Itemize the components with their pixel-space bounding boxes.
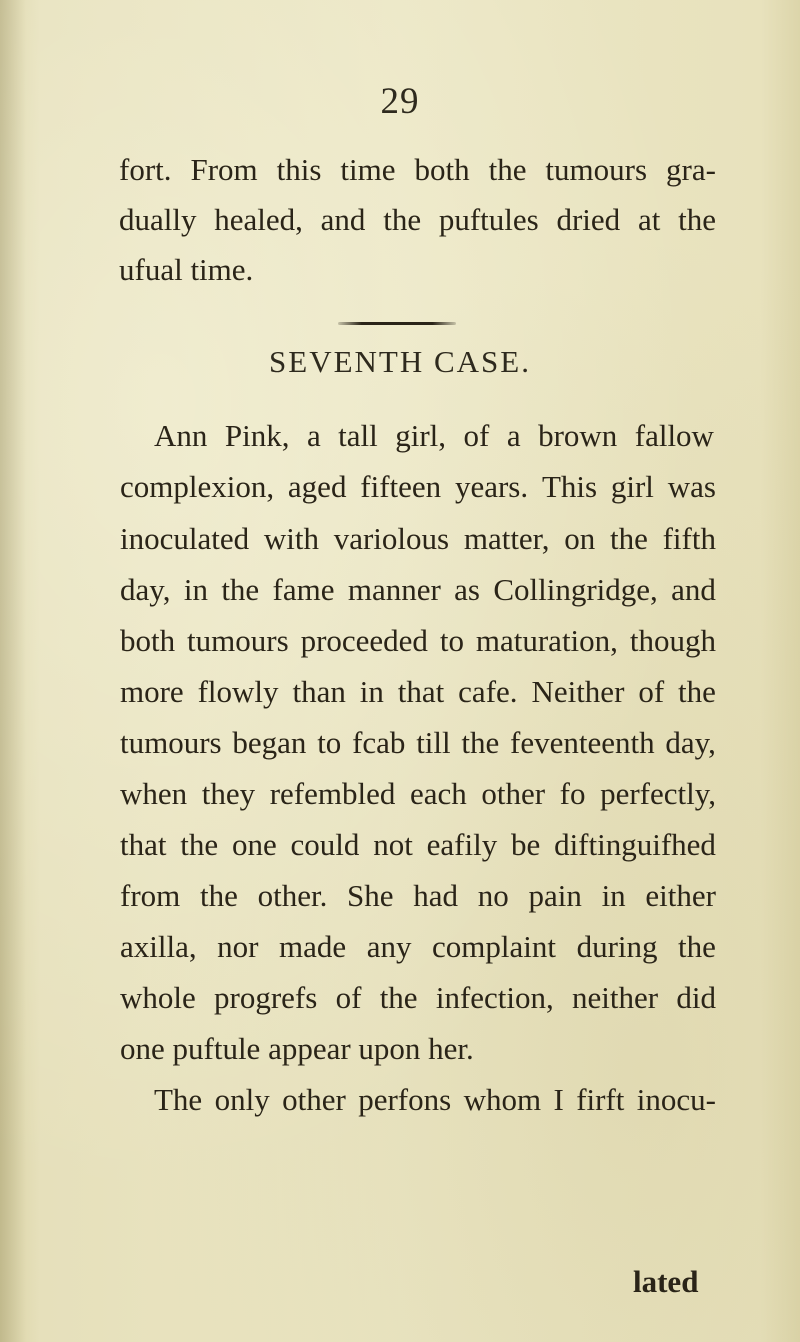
text-line [120, 469, 716, 505]
word: girl, [395, 418, 447, 453]
text-line [119, 152, 716, 188]
word: girl [610, 469, 654, 504]
word: firft [576, 1082, 625, 1117]
word: other [481, 776, 546, 811]
word: gra- [666, 152, 716, 187]
word: not [373, 827, 413, 862]
word: tall [338, 418, 378, 453]
text-line: ufual time. [119, 252, 254, 287]
section-heading: SEVENTH CASE. [269, 344, 531, 379]
text-line [154, 418, 714, 454]
word: that [397, 674, 445, 709]
word: inocu- [636, 1082, 716, 1117]
word: both [120, 623, 176, 658]
word: was [667, 469, 716, 504]
word: day, [120, 572, 171, 607]
word: till [416, 725, 451, 760]
word: fort. [119, 152, 172, 187]
word: the [199, 878, 238, 913]
word: tumours [120, 725, 222, 760]
word: the [383, 202, 422, 237]
word: feventeenth [510, 725, 655, 760]
word: did [676, 980, 716, 1015]
word: Neither [531, 674, 625, 709]
word: maturation, [475, 623, 618, 658]
word: Pink, [224, 418, 290, 453]
word: only [214, 1082, 270, 1117]
word: tumours [187, 623, 289, 658]
word: variolous [333, 521, 450, 556]
word: aged [287, 469, 347, 504]
word: pain [528, 878, 582, 913]
word: infection, [435, 980, 554, 1015]
word: with [263, 521, 319, 556]
word: in [601, 878, 626, 913]
word: years. [454, 469, 529, 504]
word: no [477, 878, 509, 913]
word: nor [217, 929, 259, 964]
section-divider [338, 322, 456, 325]
word: the [678, 674, 716, 709]
text-line [120, 929, 716, 965]
word: The [154, 1082, 203, 1117]
text-line [120, 572, 716, 608]
word: dried [556, 202, 621, 237]
word: the [678, 929, 716, 964]
word: of [638, 674, 665, 709]
word: during [576, 929, 658, 964]
word: perfons [358, 1082, 452, 1117]
word: perfectly, [600, 776, 716, 811]
text-line [120, 980, 716, 1016]
word: of [335, 980, 362, 1015]
text-line [119, 202, 716, 238]
word: they [201, 776, 256, 811]
page-number: 29 [380, 81, 420, 122]
word: flowly [197, 674, 279, 709]
word: other. [257, 878, 328, 913]
word: cafe. [458, 674, 518, 709]
word: though [629, 623, 716, 658]
word: made [279, 929, 347, 964]
word: complexion, [120, 469, 275, 504]
word: healed, [214, 202, 303, 237]
word: of [463, 418, 490, 453]
word: other [282, 1082, 346, 1117]
word: This [541, 469, 598, 504]
word: the [488, 152, 527, 187]
word: neither [572, 980, 659, 1015]
word: fifth [662, 521, 716, 556]
text-line [154, 1082, 716, 1118]
word: whole [120, 980, 196, 1015]
word: had [413, 878, 459, 913]
word: diftinguifhed [554, 827, 716, 862]
text-line [120, 827, 716, 863]
text-line [120, 674, 716, 710]
word: matter, [463, 521, 550, 556]
word: puftules [438, 202, 539, 237]
text-line [120, 776, 716, 812]
word: She [347, 878, 394, 913]
word: from [120, 878, 181, 913]
word: complaint [432, 929, 557, 964]
word: when [120, 776, 188, 811]
word: fcab [352, 725, 406, 760]
word: this [276, 152, 322, 187]
word: I [553, 1082, 564, 1117]
word: in [359, 674, 384, 709]
word: a [506, 418, 521, 453]
word: each [409, 776, 467, 811]
word: the [461, 725, 500, 760]
word: and [320, 202, 366, 237]
word: manner [347, 572, 441, 607]
word: fifteen [360, 469, 442, 504]
word: could [290, 827, 360, 862]
page-gutter-shadow [0, 0, 26, 1342]
word: inoculated [120, 521, 250, 556]
word: the [610, 521, 648, 556]
word: time [340, 152, 396, 187]
word: both [414, 152, 470, 187]
word: Collingridge, [493, 572, 658, 607]
word: more [120, 674, 184, 709]
word: fallow [634, 418, 714, 453]
word: the [379, 980, 418, 1015]
word: either [645, 878, 716, 913]
word: that [120, 827, 167, 862]
word: refembled [269, 776, 396, 811]
word: in [183, 572, 208, 607]
text-line [120, 521, 716, 557]
text-line [120, 878, 716, 914]
word: to [439, 623, 464, 658]
word: be [511, 827, 541, 862]
word: on [564, 521, 596, 556]
word: a [306, 418, 321, 453]
word: fame [272, 572, 335, 607]
word: From [190, 152, 258, 187]
text-line [120, 725, 716, 761]
word: the [221, 572, 260, 607]
word: at [637, 202, 661, 237]
word: one [231, 827, 277, 862]
word: brown [538, 418, 618, 453]
word: and [671, 572, 716, 607]
word: eafily [426, 827, 498, 862]
word: to [317, 725, 342, 760]
word: began [232, 725, 307, 760]
word: the [678, 202, 716, 237]
text-line [120, 623, 716, 659]
word: fo [559, 776, 586, 811]
word: as [454, 572, 480, 607]
word: tumours [545, 152, 648, 187]
catchword: lated [633, 1264, 699, 1299]
word: axilla, [120, 929, 197, 964]
word: progrefs [214, 980, 318, 1015]
text-line: one puftule appear upon her. [120, 1031, 474, 1066]
word: the [180, 827, 219, 862]
word: proceeded [300, 623, 428, 658]
word: dually [119, 202, 197, 237]
word: any [366, 929, 412, 964]
word: than [292, 674, 346, 709]
word: day, [665, 725, 716, 760]
word: whom [463, 1082, 542, 1117]
word: Ann [154, 418, 208, 453]
